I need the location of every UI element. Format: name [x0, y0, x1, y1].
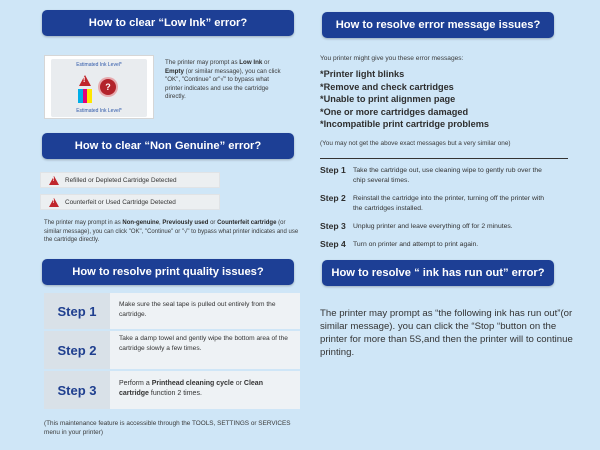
- step-text: Unplug printer and leave everything off for 2 minutes.: [353, 223, 513, 230]
- quality-step-2: [44, 331, 300, 369]
- low-ink-description: The printer may prompt as Low Ink or Empty (or similar message), you can click "OK", "Continue" or"√" to bypass what printer indicates and use the cartridge directly.: [165, 59, 281, 101]
- print-quality-header: How to resolve print quality issues?: [42, 259, 294, 285]
- maintenance-note: (This maintenance feature is accessible through the TOOLS, SETTINGS or SERVICES menu in your printer): [44, 420, 291, 437]
- step-text: Reinstall the cartridge into the printer, turning off the printer with the cartridges installed.: [353, 195, 545, 212]
- warning-icon: !: [79, 75, 91, 86]
- step-label: Step 2: [320, 193, 346, 203]
- step-label: Step 3: [320, 221, 346, 231]
- error-message-header: How to resolve error message issues?: [322, 12, 554, 38]
- divider: [320, 158, 568, 159]
- ink-panel-title: Estimated Ink Level*: [76, 62, 122, 68]
- step-text: Perform a Printhead cleaning cycle or Clean cartridge function 2 times.: [110, 371, 300, 409]
- step-label: Step 3: [44, 371, 110, 409]
- refilled-alert-text: Refilled or Depleted Cartridge Detected: [65, 176, 177, 184]
- quality-step-1: [44, 293, 300, 329]
- step-label: Step 4: [320, 239, 346, 249]
- error-step-3: [320, 222, 582, 232]
- error-step-4: [320, 240, 582, 250]
- warning-icon: !: [49, 176, 59, 185]
- error-item: *Incompatible print cartridge problems: [320, 119, 489, 130]
- step-text: Take a damp towel and gently wipe the bottom area of the cartridge slowly a few times.: [110, 331, 300, 369]
- error-item: *Remove and check cartridges: [320, 81, 454, 92]
- step-label: Step 1: [44, 293, 110, 329]
- ink-run-out-description: The printer may prompt as “the following ink has run out”(or similar message). you can click the “Stop “button on the printer for more than 5S,and then the printer will to continue printing.: [320, 308, 573, 358]
- step-text: Make sure the seal tape is pulled out entirely from the cartridge.: [110, 293, 300, 329]
- non-genuine-description: The printer may prompt in as Non-genuine, Previously used or Counterfeit cartridge (or similar message), you can click "OK", "Continue" or "√" to bypass what printer indicates and use the cartridge directly.: [44, 220, 299, 244]
- error-note: (You may not get the above exact messages but a very similar one): [320, 140, 511, 147]
- ink-cartridge-icon: [78, 89, 92, 103]
- refilled-alert: [40, 172, 220, 188]
- error-item: *Unable to print alignmen page: [320, 94, 456, 105]
- error-intro: You printer might give you these error messages:: [320, 55, 464, 62]
- counterfeit-alert: [40, 194, 220, 210]
- ink-run-out-header: How to resolve “ ink has run out” error?: [322, 260, 554, 286]
- non-genuine-header: How to clear “Non Genuine” error?: [42, 133, 294, 159]
- error-item: *Printer light blinks: [320, 69, 405, 79]
- low-ink-header: How to clear “Low Ink” error?: [42, 10, 294, 36]
- error-step-1: [320, 166, 582, 185]
- ink-panel-footer: Estimated Ink Level*: [76, 108, 122, 114]
- step-label: Step 1: [320, 165, 346, 175]
- error-step-2: [320, 194, 582, 213]
- step-text: Turn on printer and attempt to print again.: [353, 241, 479, 248]
- step-label: Step 2: [44, 331, 110, 369]
- error-message-list: [320, 68, 489, 131]
- yellow-ink-level: [87, 89, 92, 103]
- counterfeit-alert-text: Counterfeit or Used Cartridge Detected: [65, 198, 176, 206]
- step-text: Take the cartridge out, use cleaning wipe to gently rub over the chip several times.: [353, 167, 542, 184]
- quality-step-3: [44, 371, 300, 409]
- question-icon: ?: [100, 79, 116, 95]
- ink-level-illustration: [51, 59, 147, 117]
- warning-icon: !: [49, 198, 59, 207]
- ink-level-panel: [44, 55, 154, 119]
- error-item: *One or more cartridges damaged: [320, 106, 469, 117]
